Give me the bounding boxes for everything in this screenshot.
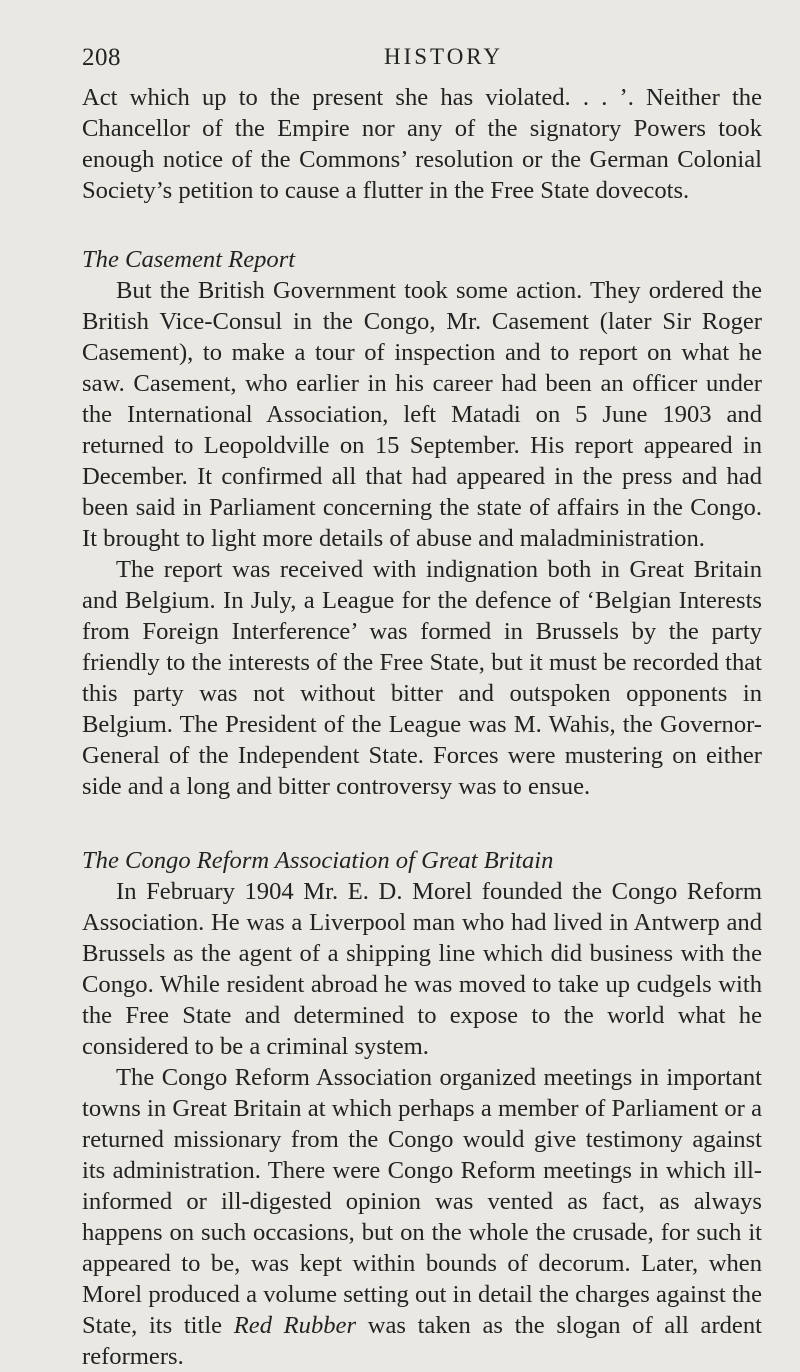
section-heading-congo-reform-association: The Congo Reform Association of Great Britain [82,847,554,874]
paragraph-1: Act which up to the present she has violated. . . ’. Neither the Chancellor of the Empire nor any of the signatory Powers took enough notice of the Commons’ resolution or the German Colonial Society’s petition to cause a flutter in the Free State dovecots. [82,84,762,204]
paragraph-5-text-start: The Congo Reform Association organized meetings in important towns in Great Britain at which perhaps a member of Parliament or a returned missionary from the Congo would give testimony against its administration. There were Congo Reform meetings in which ill-informed or ill-digested opinion was vented as fact, as always happens on such occasions, but on the whole the crusade, for such it appeared to be, was kept within bounds of decorum. Later, when Morel produced a volume setting out in detail the charges against the State, its title [82,1064,762,1339]
paragraph-5-text-end: was taken as the slogan of all ardent reformers. [82,1312,762,1370]
running-head [82,44,762,78]
page-number: 208 [82,44,121,71]
paragraph-3: The report was received with indignation both in Great Britain and Belgium. In July, a League for the defence of ‘Belgian Interests from Foreign Interference’ was formed in Brussels by the party friendly to the interests of the Free State, but it must be recorded that this party was not without bitter and outspoken opponents in Belgium. The President of the League was M. Wahis, the Governor-General of the Independent State. Forces were mustering on either side and a long and bitter controversy was to ensue. [82,556,762,800]
section-heading-casement-report: The Casement Report [82,246,296,273]
paragraph-4: In February 1904 Mr. E. D. Morel founded the Congo Reform Association. He was a Liverpool man who had lived in Antwerp and Brussels as the agent of a shipping line which did business with the Congo. While resident abroad he was moved to take up cudgels with the Free State and determined to expose to the world what he considered to be a criminal system. [82,878,762,1060]
page-body [82,82,762,1372]
paragraph-5 [82,1062,762,1372]
paragraph-2: But the British Government took some action. They ordered the British Vice-Consul in the Congo, Mr. Casement (later Sir Roger Casement), to make a tour of inspection and to report on what he saw. Casement, who earlier in his career had been an officer under the International Association, left Matadi on 5 June 1903 and returned to Leopoldville on 15 September. His report appeared in December. It confirmed all that had appeared in the press and had been said in Parliament concerning the state of affairs in the Congo. It brought to light more details of abuse and maladministration. [82,277,762,552]
running-title: HISTORY [384,44,503,69]
book-title-red-rubber: Red Rubber [233,1312,357,1339]
